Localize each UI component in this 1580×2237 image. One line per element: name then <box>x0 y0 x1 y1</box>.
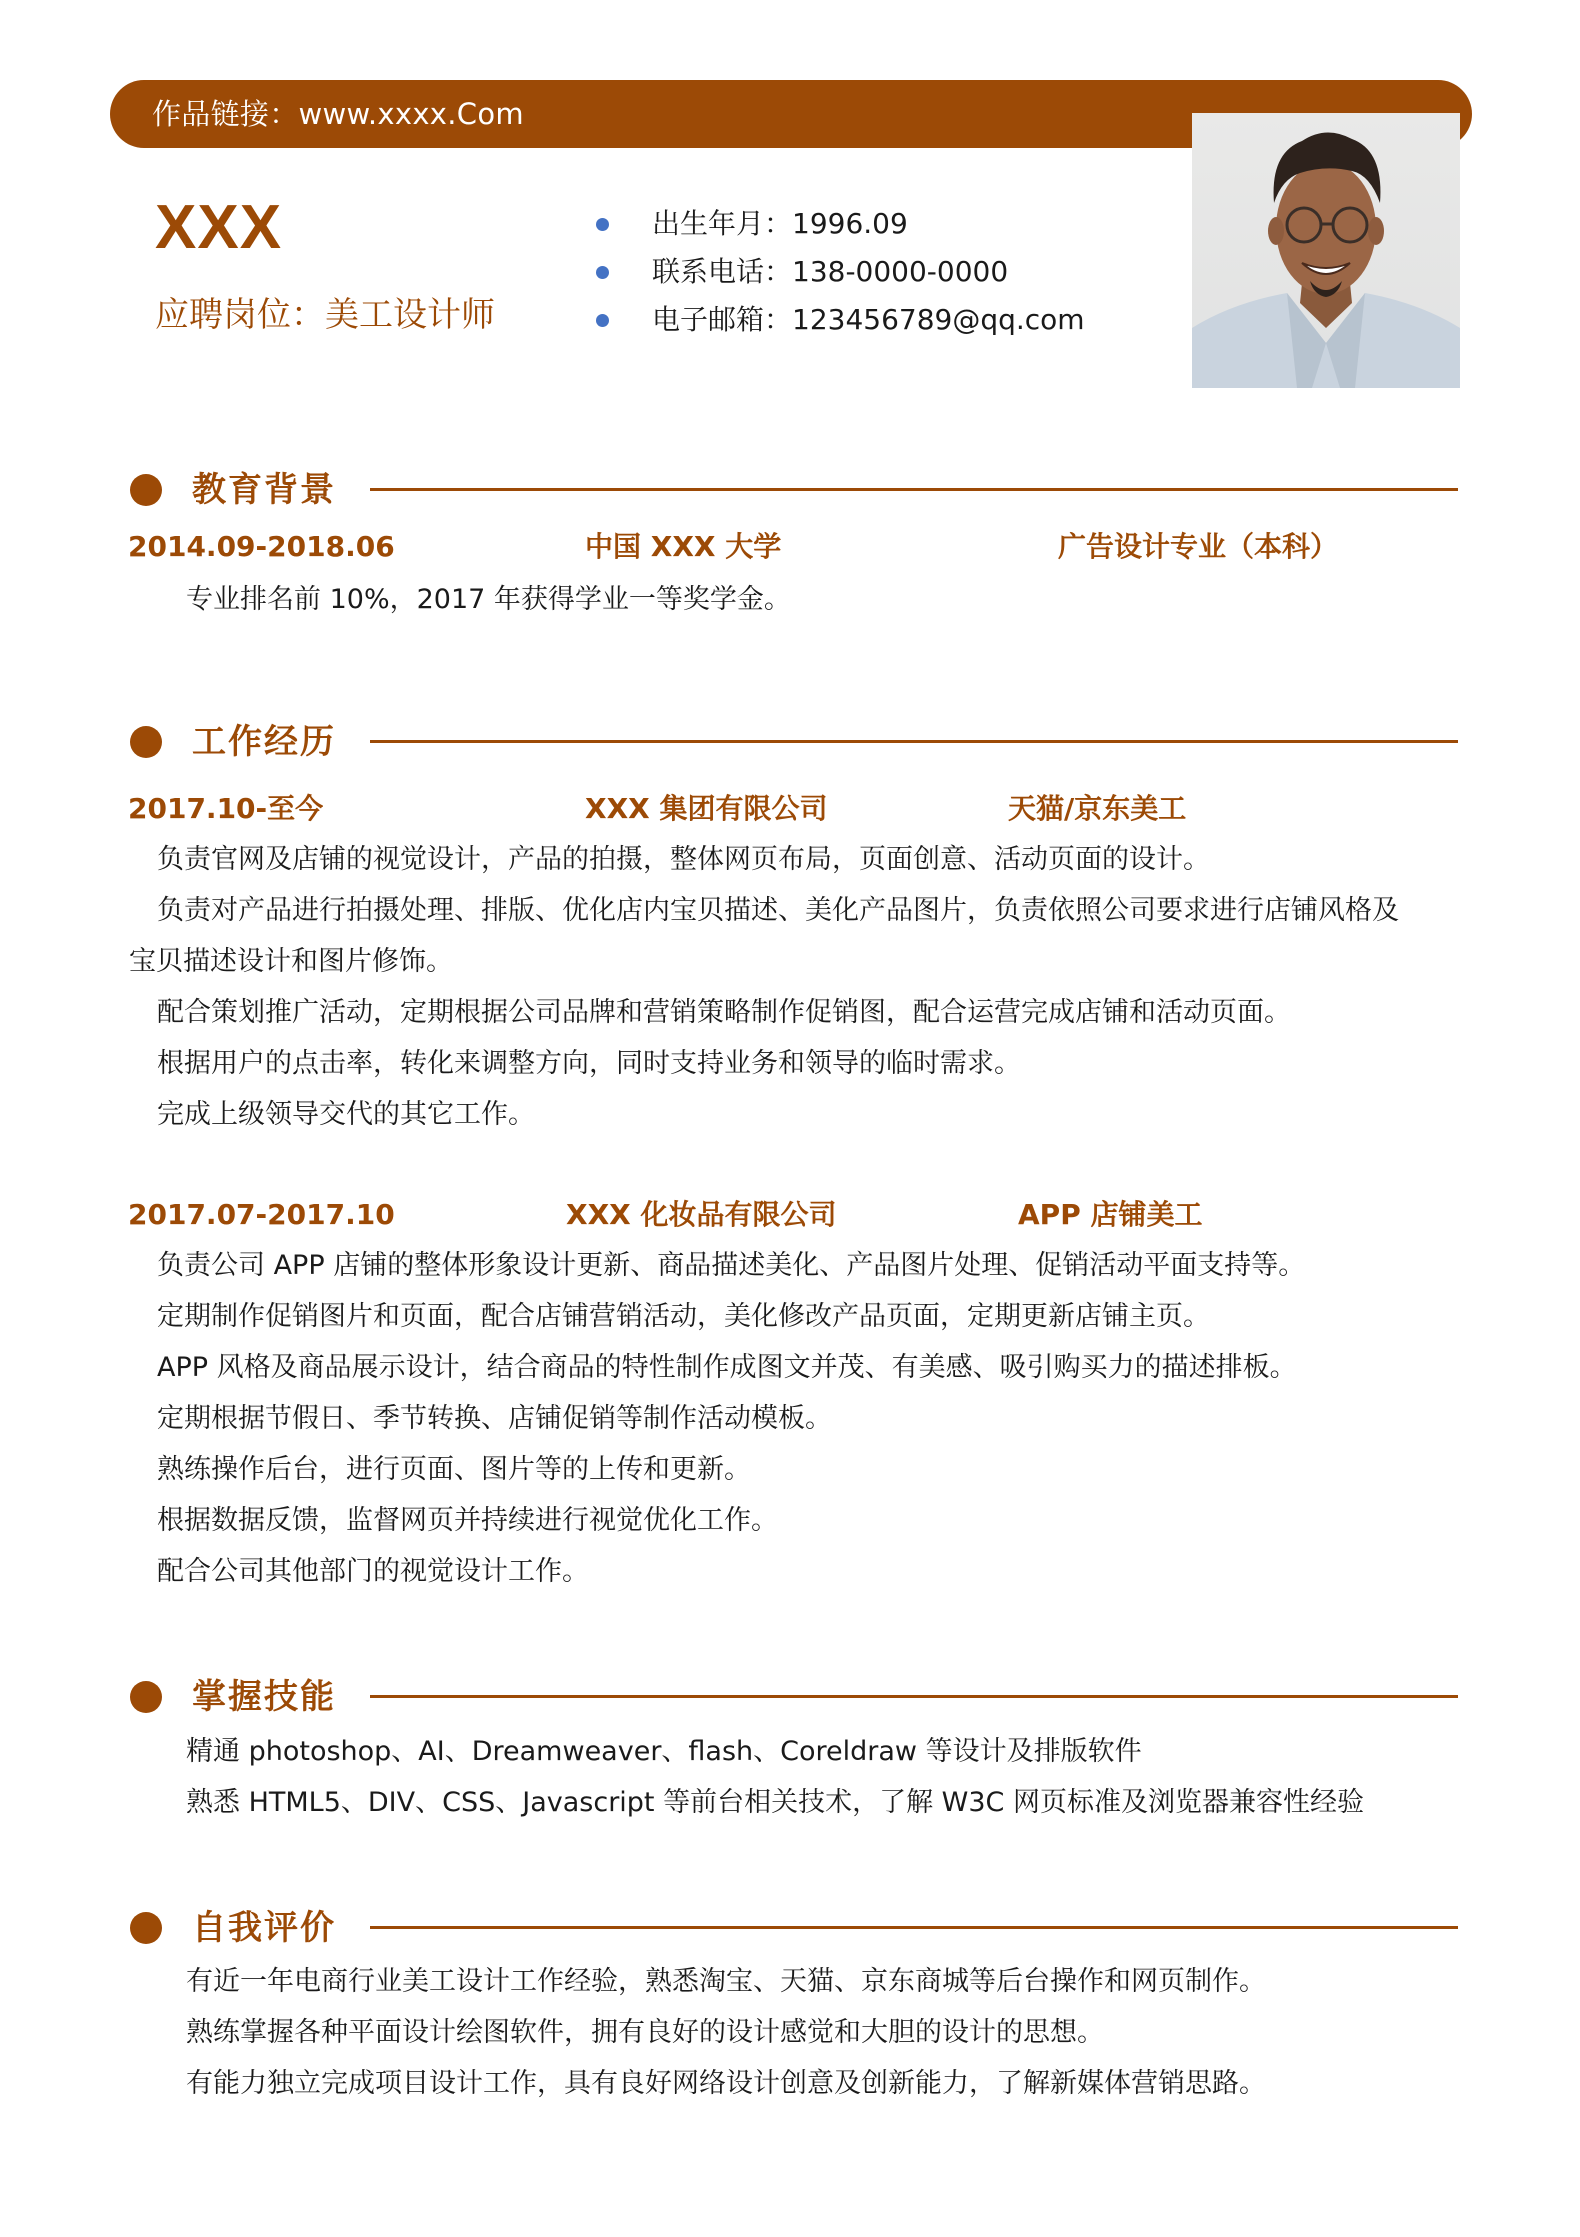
section-dot-icon <box>130 1912 162 1944</box>
section-title: 教育背景 <box>192 470 336 510</box>
job-1-line: 负责对产品进行拍摄处理、排版、优化店内宝贝描述、美化产品图片，负责依照公司要求进行店铺风格及 <box>157 895 1399 926</box>
job-1-line: 负责官网及店铺的视觉设计，产品的拍摄，整体网页布局，页面创意、活动页面的设计。 <box>157 844 1210 875</box>
applied-position: 应聘岗位：美工设计师 <box>155 295 495 335</box>
job-1-line: 完成上级领导交代的其它工作。 <box>157 1099 535 1130</box>
job-company: XXX 化妆品有限公司 <box>566 1198 837 1231</box>
job-1-line: 根据用户的点击率，转化来调整方向，同时支持业务和领导的临时需求。 <box>157 1048 1021 1079</box>
bullet-icon <box>596 218 609 231</box>
section-divider <box>370 1926 1458 1929</box>
section-divider <box>370 488 1458 491</box>
section-title: 掌握技能 <box>192 1677 336 1717</box>
job-2-line: 熟练操作后台，进行页面、图片等的上传和更新。 <box>157 1454 751 1485</box>
education-major: 广告设计专业（本科） <box>1058 530 1339 563</box>
section-dot-icon <box>130 726 162 758</box>
job-role: APP 店铺美工 <box>1018 1198 1203 1231</box>
section-title: 自我评价 <box>192 1908 336 1948</box>
section-skills <box>128 1672 1458 1722</box>
job-2-line: 定期制作促销图片和页面，配合店铺营销活动，美化修改产品页面，定期更新店铺主页。 <box>157 1301 1210 1332</box>
section-education <box>128 465 1458 515</box>
job-2-line: 配合公司其他部门的视觉设计工作。 <box>157 1556 589 1587</box>
candidate-name: XXX <box>155 193 283 262</box>
bullet-icon <box>596 266 609 279</box>
portfolio-link-text[interactable]: 作品链接：www.xxxx.Com <box>152 97 524 131</box>
self-eval-line: 有近一年电商行业美工设计工作经验，熟悉淘宝、天猫、京东商城等后台操作和网页制作。 <box>186 1966 1266 1997</box>
education-school: 中国 XXX 大学 <box>585 530 782 563</box>
job-period: 2017.07-2017.10 <box>128 1198 395 1231</box>
self-eval-line: 有能力独立完成项目设计工作，具有良好网络设计创意及创新能力，了解新媒体营销思路。 <box>186 2068 1266 2099</box>
profile-photo <box>1192 113 1460 388</box>
section-self-evaluation <box>128 1903 1458 1953</box>
skill-line: 熟悉 HTML5、DIV、CSS、Javascript 等前台相关技术，了解 W3C 网页标准及浏览器兼容性经验 <box>186 1787 1364 1818</box>
section-dot-icon <box>130 1681 162 1713</box>
education-detail: 专业排名前 10%，2017 年获得学业一等奖学金。 <box>186 584 791 615</box>
job-role: 天猫/京东美工 <box>1008 792 1187 825</box>
job-2-line: 负责公司 APP 店铺的整体形象设计更新、商品描述美化、产品图片处理、促销活动平面支持等。 <box>157 1250 1306 1281</box>
section-dot-icon <box>130 474 162 506</box>
skill-line: 精通 photoshop、AI、Dreamweaver、flash、Coreldraw 等设计及排版软件 <box>186 1736 1142 1767</box>
bullet-icon <box>596 314 609 327</box>
section-divider <box>370 1695 1458 1698</box>
job-2-line: 根据数据反馈，监督网页并持续进行视觉优化工作。 <box>157 1505 778 1536</box>
job-1-line: 宝贝描述设计和图片修饰。 <box>129 946 453 977</box>
job-2-line: APP 风格及商品展示设计，结合商品的特性制作成图文并茂、有美感、吸引购买力的描述排板。 <box>157 1352 1297 1383</box>
section-divider <box>370 740 1458 743</box>
job-company: XXX 集团有限公司 <box>585 792 828 825</box>
section-title: 工作经历 <box>192 722 336 762</box>
job-1-line: 配合策划推广活动，定期根据公司品牌和营销策略制作促销图，配合运营完成店铺和活动页面。 <box>157 997 1291 1028</box>
job-2-line: 定期根据节假日、季节转换、店铺促销等制作活动模板。 <box>157 1403 832 1434</box>
portrait-icon <box>1192 113 1460 388</box>
education-period: 2014.09-2018.06 <box>128 530 395 563</box>
section-work <box>128 717 1458 767</box>
job-period: 2017.10-至今 <box>128 792 324 825</box>
self-eval-line: 熟练掌握各种平面设计绘图软件，拥有良好的设计感觉和大胆的设计的思想。 <box>186 2017 1104 2048</box>
